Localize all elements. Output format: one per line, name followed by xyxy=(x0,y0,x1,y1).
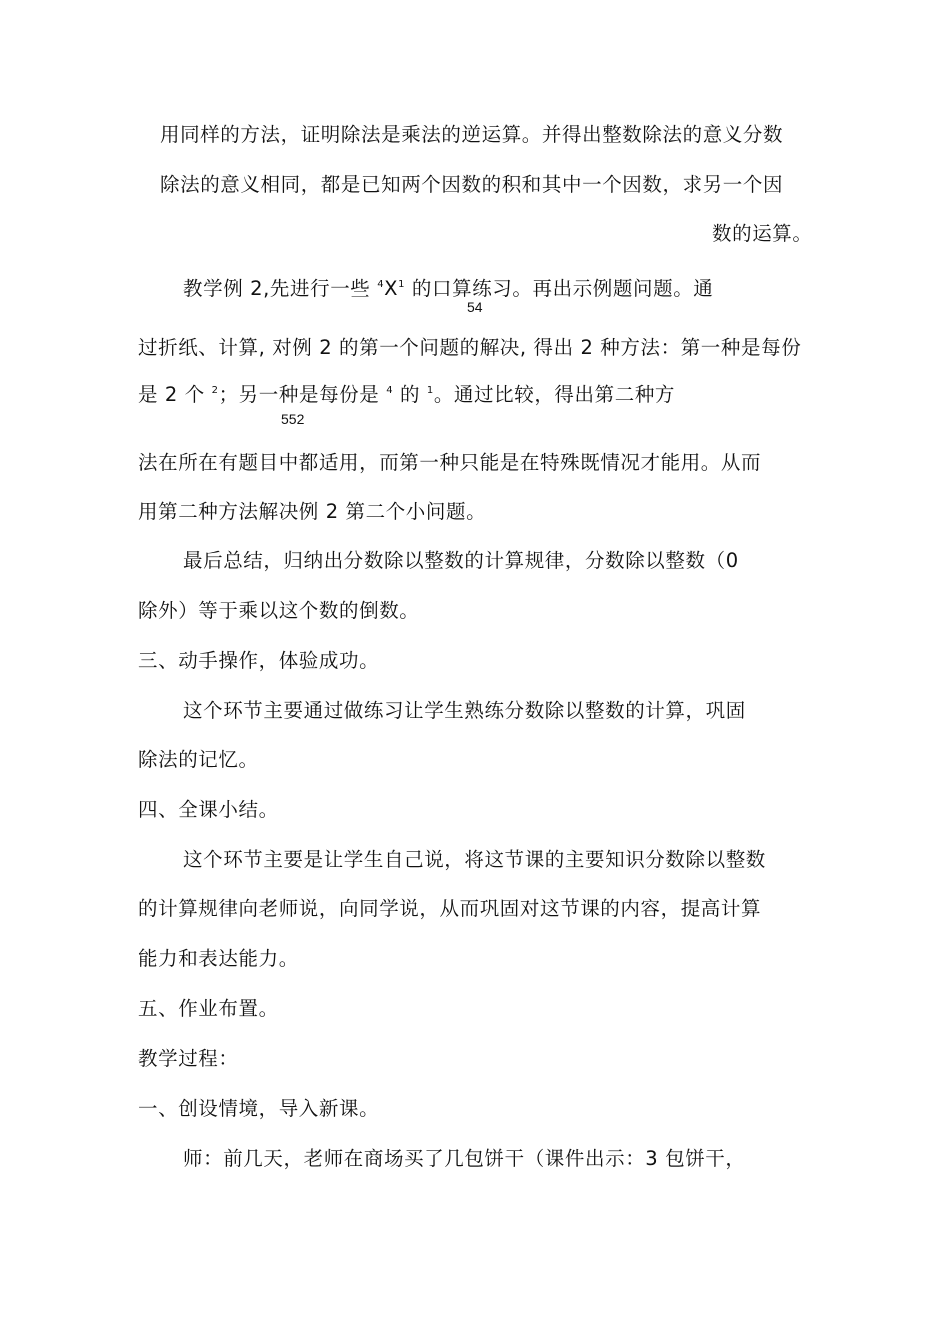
text-line-12: 这个环节主要通过做练习让学生熟练分数除以整数的计算，巩固 xyxy=(183,699,746,722)
text-line-4 xyxy=(183,276,713,302)
text-segment: 教学例 2,先进行一些 xyxy=(183,277,378,300)
text-line-17: 能力和表达能力。 xyxy=(138,947,299,970)
superscript: 1 xyxy=(426,385,434,396)
text-line-16: 的计算规律向老师说，向同学说，从而巩固对这节课的内容，提高计算 xyxy=(138,897,762,920)
fraction-denominators: 552 xyxy=(281,411,305,427)
text-line-9: 最后总结，归纳出分数除以整数的计算规律，分数除以整数（0 xyxy=(183,549,739,572)
text-line-5: 过折纸、计算, 对例 2 的第一个问题的解决, 得出 2 种方法：第一种是每份 xyxy=(138,336,802,359)
text-line-7: 法在所在有题目中都适用，而第一种只能是在特殊既情况才能用。从而 xyxy=(138,451,762,474)
text-line-6 xyxy=(138,382,675,408)
section-heading-3: 三、动手操作，体验成功。 xyxy=(138,649,380,672)
fraction-denominators: 54 xyxy=(467,299,483,315)
text-line-3: 数的运算。 xyxy=(712,222,813,245)
superscript: 4 xyxy=(377,279,385,290)
text-segment: 。通过比较，得出第二种方 xyxy=(433,383,676,406)
text-segment: 的 xyxy=(393,383,427,406)
section-heading-4: 四、全课小结。 xyxy=(138,798,279,821)
text-segment: ；另一种是每份是 xyxy=(218,383,387,406)
text-segment: 的口算练习。再出示例题问题。通 xyxy=(405,277,714,300)
text-segment: X xyxy=(384,277,399,300)
text-line-10: 除外）等于乘以这个数的倒数。 xyxy=(138,599,420,622)
text-line-2: 除法的意义相同，都是已知两个因数的积和其中一个因数，求另一个因 xyxy=(160,173,784,196)
section-heading-5: 五、作业布置。 xyxy=(138,997,279,1020)
text-line-15: 这个环节主要是让学生自己说，将这节课的主要知识分数除以整数 xyxy=(183,848,766,871)
text-line-13: 除法的记忆。 xyxy=(138,748,259,771)
text-line-19: 教学过程： xyxy=(138,1047,239,1070)
superscript: 4 xyxy=(386,385,394,396)
section-heading-1: 一、创设情境，导入新课。 xyxy=(138,1097,380,1120)
text-segment: 是 2 个 xyxy=(138,383,212,406)
text-line-1: 用同样的方法，证明除法是乘法的逆运算。并得出整数除法的意义分数 xyxy=(160,123,784,146)
text-line-21: 师：前几天，老师在商场买了几包饼干（课件出示：3 包饼干， xyxy=(183,1147,746,1170)
superscript: 1 xyxy=(398,279,406,290)
superscript: 2 xyxy=(211,385,219,396)
text-line-8: 用第二种方法解决例 2 第二个小问题。 xyxy=(138,500,487,523)
